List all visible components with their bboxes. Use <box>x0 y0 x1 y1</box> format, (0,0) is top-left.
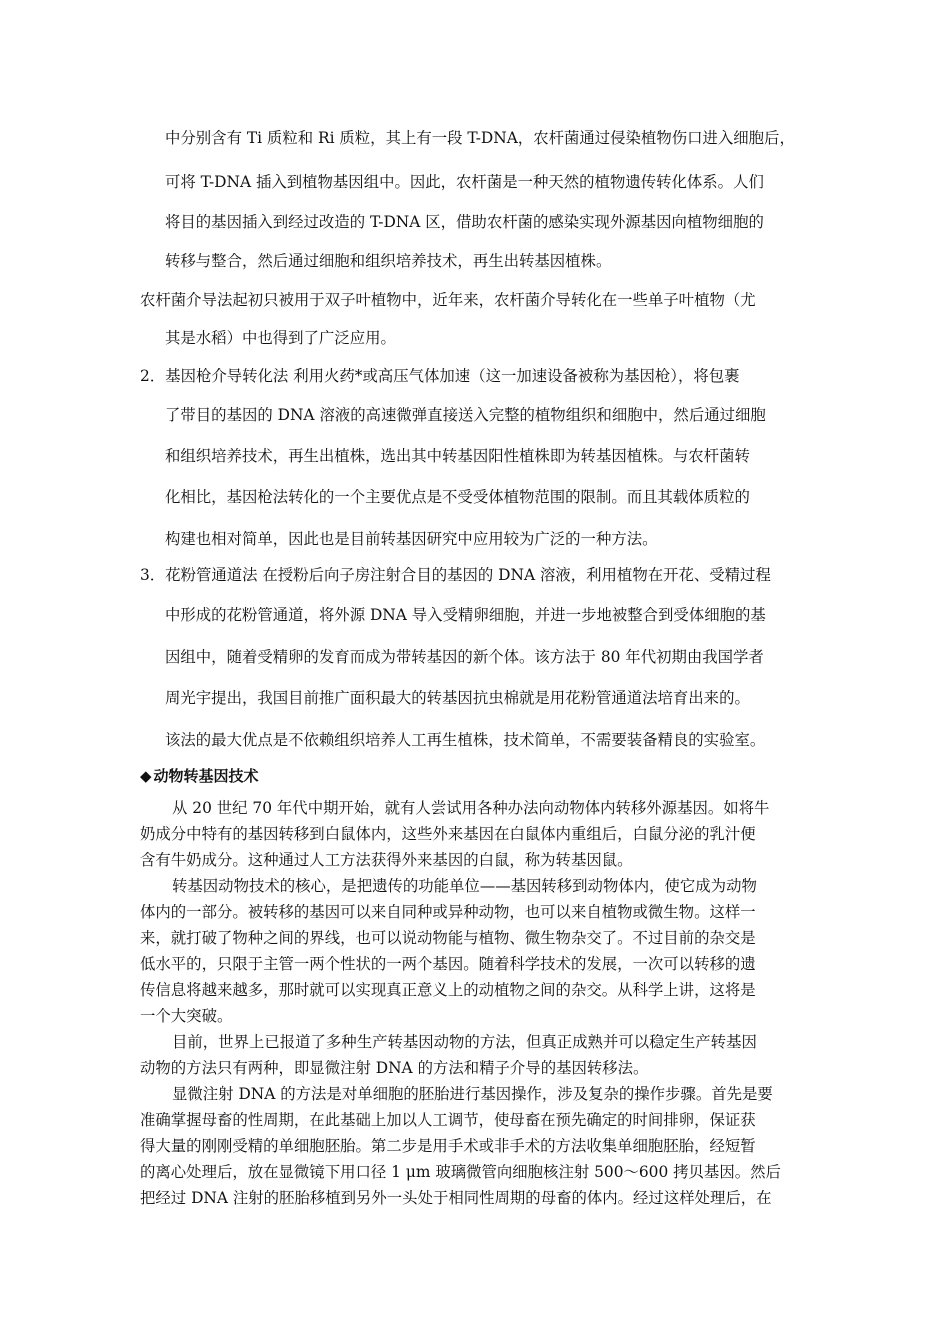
paragraph-line: 其是水稻）中也得到了广泛应用。 <box>165 329 396 347</box>
paragraph-line: 可将 T-DNA 插入到植物基因组中。因此，农杆菌是一种天然的植物遗传转化体系。人们 <box>165 173 764 191</box>
paragraph-line: 体内的一部分。被转移的基因可以来自同种或异种动物，也可以来自植物或微生物。这样一 <box>140 903 756 921</box>
paragraph-line: 奶成分中特有的基因转移到白鼠体内，这些外来基因在白鼠体内重组后，白鼠分泌的乳汁便 <box>140 825 756 843</box>
paragraph-line: 来，就打破了物种之间的界线，也可以说动物能与植物、微生物杂交了。不过目前的杂交是 <box>140 929 756 947</box>
section-heading <box>140 766 259 786</box>
paragraph-line: 中分别含有 Ti 质粒和 Ri 质粒，其上有一段 T-DNA，农杆菌通过侵染植物伤口进入细胞后， <box>165 129 795 147</box>
paragraph-line: 从 20 世纪 70 年代中期开始，就有人尝试用各种办法向动物体内转移外源基因。如将牛 <box>172 799 770 817</box>
list-item-heading: 2．基因枪介导转化法 利用火药*或高压气体加速（这一加速设备被称为基因枪），将包裹 <box>140 367 740 385</box>
paragraph-line: 的离心处理后，放在显微镜下用口径 1 μm 玻璃微管向细胞核注射 500～600 拷贝基因。然后 <box>140 1163 781 1181</box>
paragraph-line: 转基因动物技术的核心，是把遗传的功能单位——基因转移到动物体内，使它成为动物 <box>172 877 757 895</box>
paragraph-line: 动物的方法只有两种，即显微注射 DNA 的方法和精子介导的基因转移法。 <box>140 1059 649 1077</box>
paragraph-line: 和组织培养技术，再生出植株，选出其中转基因阳性植株即为转基因植株。与农杆菌转 <box>165 447 750 465</box>
paragraph-line: 该法的最大优点是不依赖组织培养人工再生植株，技术简单，不需要装备精良的实验室。 <box>165 731 766 749</box>
paragraph-line: 转移与整合，然后通过细胞和组织培养技术，再生出转基因植株。 <box>165 252 612 270</box>
paragraph-line: 目前，世界上已报道了多种生产转基因动物的方法，但真正成熟并可以稳定生产转基因 <box>172 1033 757 1051</box>
paragraph-line: 因组中，随着受精卵的发育而成为带转基因的新个体。该方法于 80 年代初期由我国学者 <box>165 648 764 666</box>
paragraph-line: 低水平的，只限于主管一两个性状的一两个基因。随着科学技术的发展，一次可以转移的遗 <box>140 955 756 973</box>
paragraph-line: 把经过 DNA 注射的胚胎移植到另外一头处于相同性周期的母畜的体内。经过这样处理后，在 <box>140 1189 772 1207</box>
paragraph-line: 周光宇提出，我国目前推广面积最大的转基因抗虫棉就是用花粉管通道法培育出来的。 <box>165 689 750 707</box>
paragraph-line: 构建也相对简单，因此也是目前转基因研究中应用较为广泛的一种方法。 <box>165 530 658 548</box>
paragraph-line: 传信息将越来越多，那时就可以实现真正意义上的动植物之间的杂交。从科学上讲，这将是 <box>140 981 756 999</box>
paragraph-line: 将目的基因插入到经过改造的 T-DNA 区，借助农杆菌的感染实现外源基因向植物细胞的 <box>165 213 764 231</box>
paragraph-line: 含有牛奶成分。这种通过人工方法获得外来基因的白鼠，称为转基因鼠。 <box>140 851 633 869</box>
diamond-bullet-icon: ◆ <box>140 767 152 785</box>
list-item-heading: 3．花粉管通道法 在授粉后向子房注射合目的基因的 DNA 溶液，利用植物在开花、受精过程 <box>140 566 771 584</box>
paragraph-line: 一个大突破。 <box>140 1007 233 1025</box>
paragraph-line: 化相比，基因枪法转化的一个主要优点是不受受体植物范围的限制。而且其载体质粒的 <box>165 488 750 506</box>
paragraph-line: 准确掌握母畜的性周期，在此基础上加以人工调节，使母畜在预先确定的时间排卵，保证获 <box>140 1111 756 1129</box>
paragraph-line: 了带目的基因的 DNA 溶液的高速微弹直接送入完整的植物组织和细胞中，然后通过细胞 <box>165 406 766 424</box>
paragraph-line: 得大量的刚刚受精的单细胞胚胎。第二步是用手术或非手术的方法收集单细胞胚胎，经短暂 <box>140 1137 756 1155</box>
paragraph-line: 农杆菌介导法起初只被用于双子叶植物中，近年来，农杆菌介导转化在一些单子叶植物（尤 <box>140 291 756 309</box>
paragraph-line: 中形成的花粉管通道，将外源 DNA 导入受精卵细胞，并进一步地被整合到受体细胞的基 <box>165 606 766 624</box>
section-heading-text: 动物转基因技术 <box>153 767 259 785</box>
paragraph-line: 显微注射 DNA 的方法是对单细胞的胚胎进行基因操作，涉及复杂的操作步骤。首先是要 <box>172 1085 773 1103</box>
